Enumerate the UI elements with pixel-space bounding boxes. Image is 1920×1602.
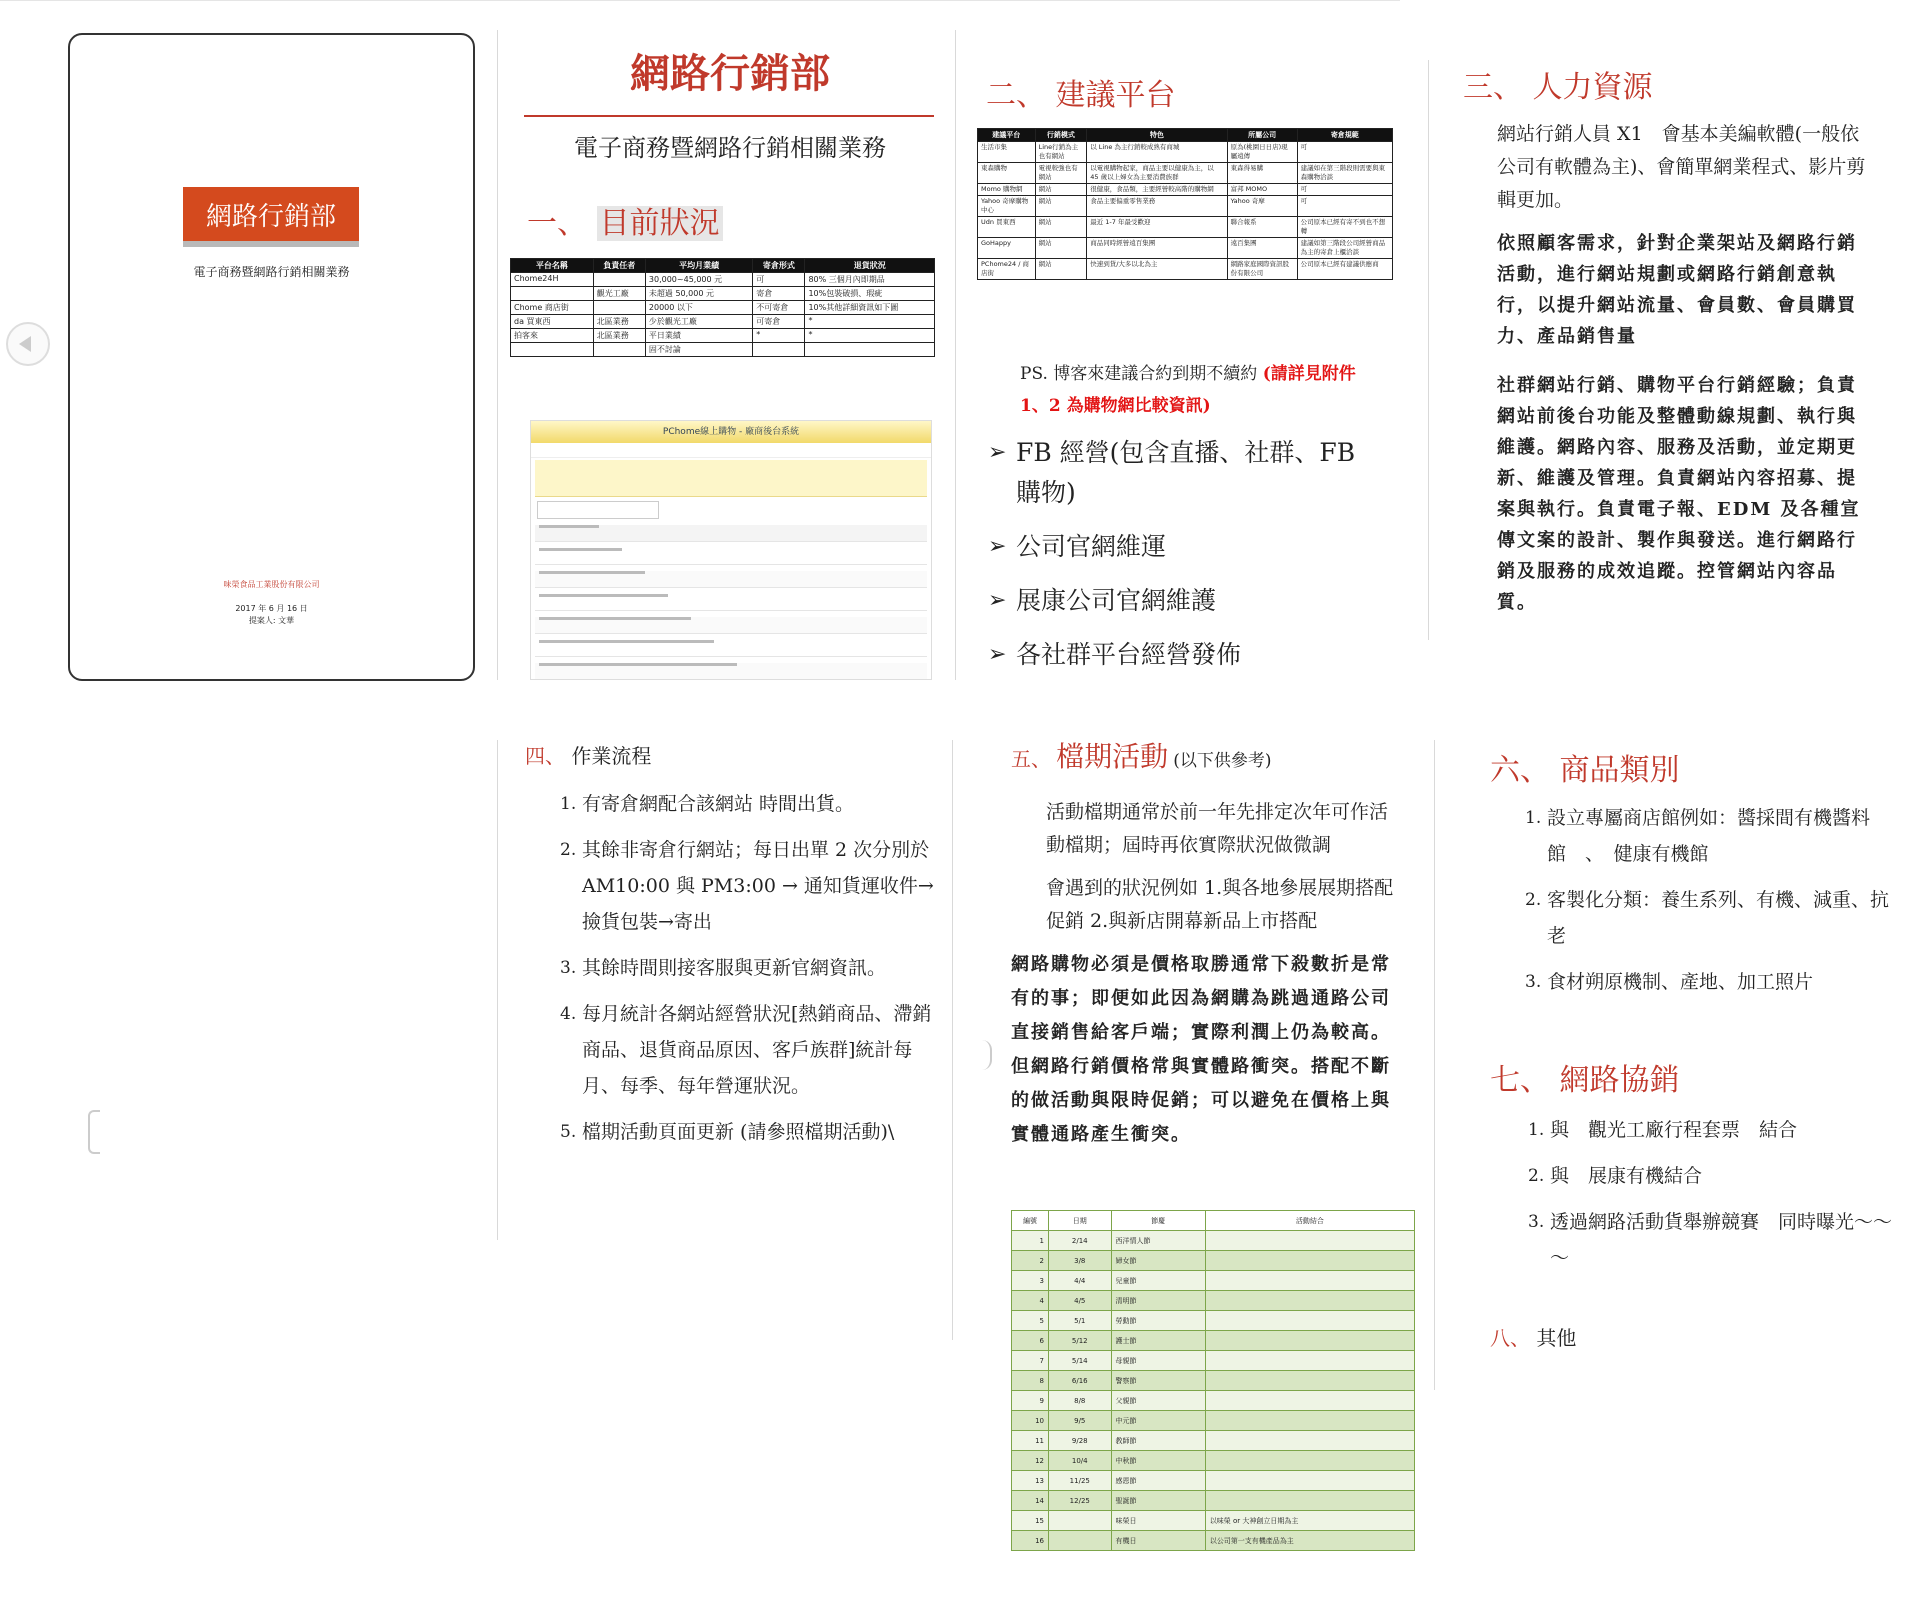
platform-table-cell: 建議如在第三階段則需要與東森購物洽談: [1297, 163, 1392, 184]
holiday-table-cell: 以味榮 or 大神創立日期為主: [1205, 1511, 1414, 1531]
holiday-table-row: [1012, 1491, 1415, 1511]
holiday-table-cell: [1049, 1531, 1112, 1551]
status-table-cell: 不可寄倉: [753, 301, 805, 315]
page6-section8-heading: [1490, 1322, 1576, 1351]
status-table-header-cell: 平台名稱: [511, 259, 594, 273]
status-table-row: [511, 301, 935, 315]
holiday-table-cell: 2/14: [1049, 1231, 1112, 1251]
co-marketing-list: [1528, 1112, 1898, 1286]
section-title: 人力資源: [1532, 70, 1653, 105]
cover-page[interactable]: [68, 33, 475, 681]
co-marketing-item: [1528, 1158, 1898, 1194]
status-table-header-cell: 平均月業績: [645, 259, 752, 273]
section-number: 二、: [986, 78, 1046, 113]
cover-company: 味榮食品工業股份有限公司: [223, 580, 320, 589]
platform-table-cell: 以 Line 為主行銷較成熟有商城: [1087, 142, 1227, 163]
co-marketing-item: [1528, 1112, 1898, 1148]
holiday-table-cell: 聖誕節: [1111, 1491, 1205, 1511]
status-table-header-cell: 負責任者: [593, 259, 645, 273]
platform-table-cell: 可: [1297, 184, 1392, 196]
platform-table-row: [978, 238, 1393, 259]
holiday-table-row: [1012, 1471, 1415, 1491]
ps-text: PS. 博客來建議合約到期不續約: [1020, 364, 1258, 384]
holiday-table-cell: 4: [1012, 1291, 1049, 1311]
page1-title-rule: [524, 115, 934, 117]
co-marketing-number: 2.: [1528, 1166, 1545, 1186]
holiday-table-cell: 中元節: [1111, 1411, 1205, 1431]
ps-red-text: (請詳見附件 1、2 為購物網比較資訊): [1020, 364, 1356, 416]
holiday-table-cell: 清明節: [1111, 1291, 1205, 1311]
holiday-table-cell: 3: [1012, 1271, 1049, 1291]
status-table-cell: [511, 287, 594, 301]
holiday-table-row: [1012, 1291, 1415, 1311]
platform-table-header-cell: 特色: [1087, 129, 1227, 142]
section-note: (以下供參考): [1173, 751, 1272, 771]
holiday-table-cell: 6/16: [1049, 1371, 1112, 1391]
holiday-table-row: [1012, 1531, 1415, 1551]
category-text: 客製化分類：養生系列、有機、減重、抗老: [1547, 889, 1890, 947]
holiday-table-row: [1012, 1231, 1415, 1251]
page2-section-heading: [986, 70, 1176, 114]
category-item: [1525, 882, 1895, 954]
category-number: 1.: [1525, 808, 1542, 828]
platform-table-wrap: [977, 128, 1393, 280]
category-item: [1525, 964, 1895, 1000]
holiday-table-cell: 16: [1012, 1531, 1049, 1551]
platform-bullets: [988, 433, 1388, 689]
holiday-table-cell: 護士節: [1111, 1331, 1205, 1351]
co-marketing-text: 與 展康有機結合: [1550, 1165, 1703, 1187]
section-number: 五、: [1011, 747, 1051, 771]
workflow-list: [560, 786, 949, 1160]
status-table-row: [511, 329, 935, 343]
section-title: 檔期活動: [1056, 740, 1169, 773]
co-marketing-text: 與 觀光工廠行程套票 結合: [1550, 1119, 1798, 1141]
status-table-cell: 可: [753, 273, 805, 287]
platform-table-cell: 公司原本已經有寄不到也不想轉: [1297, 217, 1392, 238]
workflow-item: [560, 1114, 940, 1150]
section-number: 四、: [525, 744, 565, 768]
platform-bullet-item: ➢ FB 經營(包含直播、社群、FB 購物): [988, 433, 1388, 513]
holiday-table-cell: 父親節: [1111, 1391, 1205, 1411]
status-table-cell: 固不討論: [645, 343, 752, 357]
status-table-cell: Chome24H: [511, 273, 594, 287]
platform-table-cell: 商品同時經營遠百集團: [1087, 238, 1227, 259]
status-table-row: [511, 343, 935, 357]
hr-paragraph-2: 依照顧客需求，針對企業架站及網路行銷活動，進行網站規劃或網路行銷創意執行，以提升網站流量、會員數、會員購買力、產品銷售量: [1497, 233, 1857, 347]
category-number: 2.: [1525, 890, 1542, 910]
platform-table-cell: Line行銷為主也有網站: [1035, 142, 1087, 163]
workflow-number: 4.: [560, 1004, 577, 1024]
category-item: [1525, 800, 1895, 872]
holiday-table-cell: [1205, 1231, 1414, 1251]
platform-table-cell: 網站: [1035, 259, 1087, 280]
platform-table-header-cell: 寄倉規範: [1297, 129, 1392, 142]
event-paragraph-2: 會遇到的狀況例如 1.與各地參展展期搭配促銷 2.與新店開幕新品上市搭配: [1046, 877, 1394, 932]
page-edge-bracket: [88, 1110, 100, 1154]
platform-table-cell: 富邦 MOMO: [1227, 184, 1297, 196]
page-curl-mark: [982, 1040, 992, 1070]
workflow-item: [560, 786, 940, 822]
holiday-table-cell: 7: [1012, 1351, 1049, 1371]
platform-table-header-cell: 行銷模式: [1035, 129, 1087, 142]
platform-table-cell: 網站: [1035, 238, 1087, 259]
holiday-table-header-cell: 編號: [1012, 1211, 1049, 1231]
pchome-header: PChome線上購物 - 廠商後台系統: [531, 421, 931, 443]
page6-section6-heading: [1490, 745, 1680, 789]
holiday-table-cell: 10/4: [1049, 1451, 1112, 1471]
hr-paragraph-1: 網站行銷人員 X1 會基本美編軟體(一般依公司有軟體為主)、會簡單網業程式、影片剪輯更加。: [1497, 123, 1866, 211]
platform-table-cell: 網站: [1035, 196, 1087, 217]
holiday-table-cell: [1205, 1391, 1414, 1411]
status-table-cell: 少於觀光工廠: [645, 315, 752, 329]
workflow-item: [560, 996, 940, 1104]
holiday-table-cell: [1205, 1431, 1414, 1451]
current-status-table: [510, 258, 935, 357]
platform-table-cell: 網路家庭國際資訊股份有限公司: [1227, 259, 1297, 280]
holiday-table-cell: 12: [1012, 1451, 1049, 1471]
holiday-table-cell: 4/5: [1049, 1291, 1112, 1311]
holiday-table-cell: 勞動節: [1111, 1311, 1205, 1331]
section-number: 三、: [1463, 70, 1523, 105]
co-marketing-item: [1528, 1204, 1898, 1276]
platform-table-header-cell: 所屬公司: [1227, 129, 1297, 142]
platform-table-cell: PChome24 / 商店街: [978, 259, 1036, 280]
status-table-cell: 北區業務: [593, 315, 645, 329]
platform-table-cell: 快速到貨/大多以北為主: [1087, 259, 1227, 280]
holiday-table-cell: [1205, 1471, 1414, 1491]
section-title: 網路協銷: [1559, 1063, 1680, 1098]
holiday-table-row: [1012, 1311, 1415, 1331]
holiday-table-cell: 9/5: [1049, 1411, 1112, 1431]
workflow-text: 有寄倉網配合該網站 時間出貨。: [582, 793, 855, 815]
holiday-table-cell: 教師節: [1111, 1431, 1205, 1451]
platform-table-cell: Yahoo 奇摩: [1227, 196, 1297, 217]
holiday-table: [1011, 1210, 1415, 1551]
pchome-grid-row: [535, 640, 927, 657]
holiday-table-cell: 中秋節: [1111, 1451, 1205, 1471]
event-paragraph-1: 活動檔期通常於前一年先排定次年可作活動檔期；屆時再依實際狀況做微調: [1046, 801, 1389, 856]
platform-table-cell: 以電視購物起家，商品主要以健康為主，以 45 歲以上婦女為主要消費族群: [1087, 163, 1227, 184]
holiday-table-cell: [1205, 1491, 1414, 1511]
current-status-table-wrap: [510, 258, 935, 357]
holiday-table-row: [1012, 1251, 1415, 1271]
status-table-row: [511, 287, 935, 301]
section-number: 七、: [1490, 1063, 1550, 1098]
pchome-screenshot: [530, 420, 932, 680]
platform-table-header-cell: 建議平台: [978, 129, 1036, 142]
holiday-table-row: [1012, 1271, 1415, 1291]
workflow-number: 1.: [560, 794, 577, 814]
holiday-table-cell: [1205, 1291, 1414, 1311]
holiday-table-cell: 12/25: [1049, 1491, 1112, 1511]
holiday-table-cell: 有機日: [1111, 1531, 1205, 1551]
platform-table-cell: 東森購物: [978, 163, 1036, 184]
status-table-cell: [593, 273, 645, 287]
status-table-header-cell: 寄倉形式: [753, 259, 805, 273]
holiday-table-cell: 14: [1012, 1491, 1049, 1511]
holiday-table-header-cell: 活動結合: [1205, 1211, 1414, 1231]
status-table-cell: 80% 三個月內即期品: [805, 273, 935, 287]
holiday-table-cell: 兒童節: [1111, 1271, 1205, 1291]
status-table-cell: 北區業務: [593, 329, 645, 343]
holiday-table-cell: 感恩節: [1111, 1471, 1205, 1491]
platform-table-cell: 可: [1297, 196, 1392, 217]
holiday-table-cell: 味榮日: [1111, 1511, 1205, 1531]
workflow-text: 其餘非寄倉行網站；每日出單 2 次分別於 AM10:00 與 PM3:00 → 通知貨運收件→撿貨包裝→寄出: [582, 839, 949, 933]
platform-table-cell: 生活市集: [978, 142, 1036, 163]
co-marketing-text: 透過網路活動貨舉辦競賽 同時曝光～～～: [1550, 1211, 1893, 1269]
holiday-table-header-cell: 節慶: [1111, 1211, 1205, 1231]
holiday-table-row: [1012, 1431, 1415, 1451]
workflow-text: 每月統計各網站經營狀況[熱銷商品、滯銷商品、退貨商品原因、客戶族群]統計每月、每季、每年營運狀況。: [582, 1003, 932, 1097]
section-title: 商品類別: [1559, 753, 1680, 788]
holiday-table-row: [1012, 1411, 1415, 1431]
platform-table-cell: 食品主要偏重零售業務: [1087, 196, 1227, 217]
pchome-grid-row: [535, 594, 927, 611]
platform-table-cell: 網站: [1035, 184, 1087, 196]
platform-table-row: [978, 184, 1393, 196]
platform-table-row: [978, 142, 1393, 163]
platform-table-cell: 可: [1297, 142, 1392, 163]
platform-table-row: [978, 259, 1393, 280]
status-table-cell: da 買東西: [511, 315, 594, 329]
holiday-table-cell: 西洋情人節: [1111, 1231, 1205, 1251]
page1-section-heading: [527, 198, 723, 242]
holiday-table-cell: 1: [1012, 1231, 1049, 1251]
platform-table-cell: 東森得易購: [1227, 163, 1297, 184]
category-text: 食材朔原機制、產地、加工照片: [1547, 971, 1814, 993]
holiday-table-cell: 婦女節: [1111, 1251, 1205, 1271]
status-table-row: [511, 315, 935, 329]
platform-table-row: [978, 217, 1393, 238]
holiday-table-cell: 5/1: [1049, 1311, 1112, 1331]
status-table-row: [511, 273, 935, 287]
cover-date-block: [70, 603, 473, 627]
platform-table-cell: 聯合報系: [1227, 217, 1297, 238]
holiday-table-cell: [1049, 1511, 1112, 1531]
holiday-table-row: [1012, 1331, 1415, 1351]
workflow-item: [560, 832, 949, 940]
holiday-table-cell: 5/14: [1049, 1351, 1112, 1371]
holiday-table-cell: 8/8: [1049, 1391, 1112, 1411]
cover-title: 網路行銷部: [183, 187, 359, 247]
holiday-table-cell: [1205, 1351, 1414, 1371]
product-category-list: [1525, 800, 1895, 1010]
page1-subtitle: 電子商務暨網路行銷相關業務: [574, 134, 886, 162]
platform-table-row: [978, 196, 1393, 217]
status-table-cell: 30,000~45,000 元: [645, 273, 752, 287]
holiday-table-cell: 9: [1012, 1391, 1049, 1411]
status-table-cell: [805, 343, 935, 357]
holiday-table-header-cell: 日期: [1049, 1211, 1112, 1231]
platform-bullet-item: ➢ 公司官網維運: [988, 527, 1388, 567]
pchome-grid-row: [535, 571, 927, 588]
platform-table: [977, 128, 1393, 280]
event-paragraph-3: 網路購物必須是價格取勝通常下殺數折是常有的事；即便如此因為網購為跳過通路公司直接銷售給客戶端；實際利潤上仍為較高。但網路行銷價格常與實體路衝突。搭配不斷的做活動與限時促銷；可以避免在價格上與實體通路產生衝突。: [1011, 954, 1391, 1145]
pchome-grid-row: [535, 525, 927, 542]
status-table-cell: [753, 343, 805, 357]
status-table-cell: *: [805, 315, 935, 329]
status-table-header-cell: 退貨狀況: [805, 259, 935, 273]
ps-note: [1020, 358, 1390, 422]
holiday-table-cell: 以公司第一支有機產品為主: [1205, 1531, 1414, 1551]
status-table-cell: 10%包裝破損、瑕疵: [805, 287, 935, 301]
workflow-text: 檔期活動頁面更新 (請參照檔期活動)\: [582, 1121, 895, 1143]
category-number: 3.: [1525, 972, 1542, 992]
platform-table-cell: 原為(桃園日日店)現屬遠傳: [1227, 142, 1297, 163]
section-number: 八、: [1490, 1326, 1530, 1350]
platform-table-cell: 電視較強也有網站: [1035, 163, 1087, 184]
cover-date: 2017 年 6 月 16 日: [235, 604, 308, 613]
page4-section-heading: [525, 740, 651, 769]
holiday-table-cell: 11/25: [1049, 1471, 1112, 1491]
status-table-cell: 可寄倉: [753, 315, 805, 329]
platform-table-cell: 很健康，食品類，主要經營較高階的購物網: [1087, 184, 1227, 196]
section-title: 作業流程: [571, 744, 652, 768]
holiday-table-cell: 5/12: [1049, 1331, 1112, 1351]
workflow-text: 其餘時間則接客服與更新官網資訊。: [582, 957, 887, 979]
section-title: 目前狀況: [597, 206, 723, 241]
pchome-grid-row: [535, 617, 927, 634]
workflow-number: 2.: [560, 840, 577, 860]
platform-table-cell: 建議如第三階段公司經營商品為主的寄倉上櫃洽談: [1297, 238, 1392, 259]
section-number: 六、: [1490, 753, 1550, 788]
holiday-table-row: [1012, 1391, 1415, 1411]
section-number: 一、: [527, 206, 587, 241]
status-table-cell: 未超過 50,000 元: [645, 287, 752, 301]
platform-table-cell: 公司原本已經有建議供應商: [1297, 259, 1392, 280]
status-table-cell: 拍客來: [511, 329, 594, 343]
platform-table-cell: Momo 購物網: [978, 184, 1036, 196]
holiday-table-cell: 10: [1012, 1411, 1049, 1431]
holiday-table-cell: 9/28: [1049, 1431, 1112, 1451]
holiday-table-row: [1012, 1371, 1415, 1391]
platform-table-cell: 最近 1-7 年最受歡迎: [1087, 217, 1227, 238]
co-marketing-number: 3.: [1528, 1212, 1545, 1232]
holiday-table-cell: 5: [1012, 1311, 1049, 1331]
holiday-table-cell: [1205, 1331, 1414, 1351]
pchome-grid-row: [535, 548, 927, 565]
page1-title: 網路行銷部: [630, 51, 830, 97]
holiday-table-cell: [1205, 1411, 1414, 1431]
holiday-table-cell: 2: [1012, 1251, 1049, 1271]
pchome-grid-row: [535, 663, 927, 680]
holiday-table-cell: 母親節: [1111, 1351, 1205, 1371]
platform-bullet-item: ➢ 展康公司官網維護: [988, 581, 1388, 621]
holiday-table-cell: [1205, 1251, 1414, 1271]
holiday-table-cell: 11: [1012, 1431, 1049, 1451]
holiday-table-cell: 8: [1012, 1371, 1049, 1391]
status-table-cell: *: [805, 329, 935, 343]
platform-table-row: [978, 163, 1393, 184]
cover-subtitle: 電子商務暨網路行銷相關業務: [193, 265, 350, 279]
platform-table-cell: Yahoo 奇摩購物中心: [978, 196, 1036, 217]
holiday-table-cell: [1205, 1371, 1414, 1391]
holiday-table-cell: [1205, 1311, 1414, 1331]
status-table-cell: [511, 343, 594, 357]
holiday-table-cell: 4/4: [1049, 1271, 1112, 1291]
status-table-cell: [593, 343, 645, 357]
workflow-item: [560, 950, 940, 986]
status-table-cell: *: [753, 329, 805, 343]
status-table-cell: Chome 商店街: [511, 301, 594, 315]
section-title: 建議平台: [1055, 78, 1176, 113]
page5-section-heading: [1011, 735, 1271, 775]
page3-section-heading: [1463, 62, 1653, 106]
cover-author: 提案人: 文華: [248, 616, 295, 625]
status-table-cell: 觀光工廠: [593, 287, 645, 301]
holiday-table-cell: 3/8: [1049, 1251, 1112, 1271]
holiday-table-row: [1012, 1451, 1415, 1471]
status-table-cell: 平日業績: [645, 329, 752, 343]
holiday-table-cell: [1205, 1451, 1414, 1471]
holiday-table-row: [1012, 1511, 1415, 1531]
pchome-grid: [535, 525, 927, 680]
workflow-number: 3.: [560, 958, 577, 978]
holiday-table-row: [1012, 1351, 1415, 1371]
status-table-cell: [593, 301, 645, 315]
page6-section7-heading: [1490, 1055, 1680, 1099]
category-text: 設立專屬商店館例如：醬採間有機醬料館 、 健康有機館: [1547, 807, 1871, 865]
holiday-table-cell: 13: [1012, 1471, 1049, 1491]
previous-page-button[interactable]: [6, 322, 50, 366]
status-table-cell: 20000 以下: [645, 301, 752, 315]
platform-table-cell: 網站: [1035, 217, 1087, 238]
workflow-number: 5.: [560, 1122, 577, 1142]
holiday-table-cell: [1205, 1271, 1414, 1291]
status-table-cell: 寄倉: [753, 287, 805, 301]
co-marketing-number: 1.: [1528, 1120, 1545, 1140]
platform-table-cell: Udn 買東西: [978, 217, 1036, 238]
platform-table-cell: 遠百集團: [1227, 238, 1297, 259]
platform-bullet-item: ➢ 各社群平台經營發佈: [988, 635, 1388, 675]
holiday-table-wrap: [1011, 1210, 1415, 1551]
holiday-table-cell: 15: [1012, 1511, 1049, 1531]
section-title: 其他: [1536, 1326, 1577, 1350]
hr-paragraph-3: 社群網站行銷、購物平台行銷經驗；負責網站前後台功能及整體動線規劃、執行與維護。網路內容、服務及活動，並定期更新、維護及管理。負責網站內容招募、提案與執行。負責電子報、EDM 及各種宣傳文案的設計、製作與發送。進行網路行銷及服務的成效追蹤。控管網站內容品質。: [1497, 375, 1861, 613]
platform-table-cell: GoHappy: [978, 238, 1036, 259]
status-table-cell: 10%其他詳細資訊如下圖: [805, 301, 935, 315]
holiday-table-cell: 6: [1012, 1331, 1049, 1351]
holiday-table-cell: 警察節: [1111, 1371, 1205, 1391]
